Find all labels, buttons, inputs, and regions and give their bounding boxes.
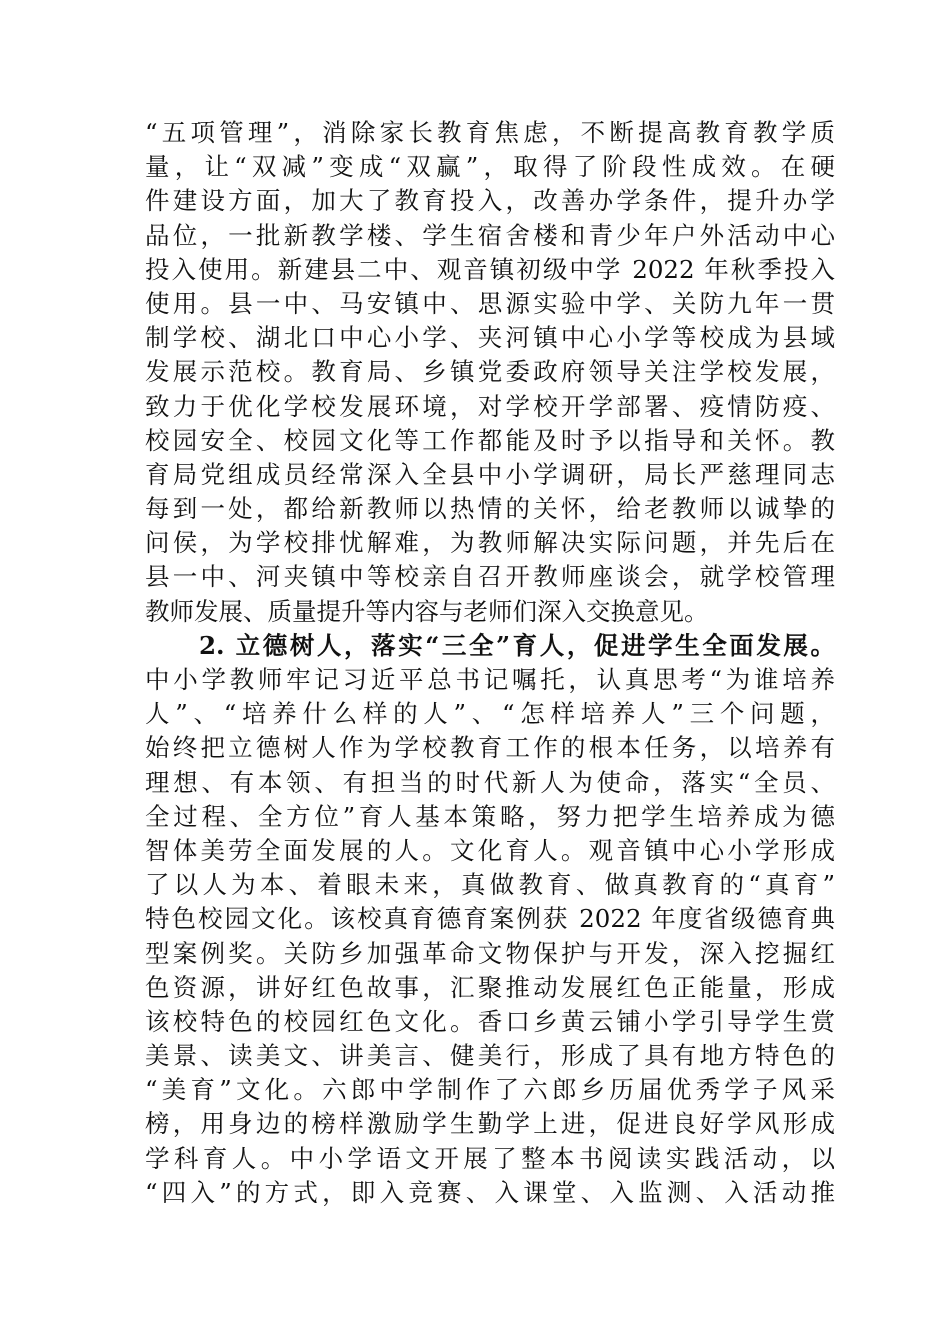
text-line: 理想、有本领、有担当的时代新人为使命，落实“全员、 [145,767,835,797]
text-line: “四入”的方式，即入竞赛、入课堂、入监测、入活动推 [145,1177,835,1207]
text-line: “美育”文化。六郎中学制作了六郎乡历届优秀学子风采 [145,1075,835,1105]
text-line: 了以人为本、着眼未来，真做教育、做真教育的“真育” [145,870,835,900]
text-line: 教师发展、质量提升等内容与老师们深入交换意见。 [145,596,709,626]
text-line: 制学校、湖北口中心小学、夹河镇中心小学等校成为县域 [145,323,835,353]
text-line: 发展示范校。教育局、乡镇党委政府领导关注学校发展， [145,357,835,387]
text-line: 每到一处，都给新教师以热情的关怀，给老教师以诚挚的 [145,494,835,524]
text-line: 量，让“双减”变成“双赢”，取得了阶段性成效。在硬 [145,152,835,182]
text-line: 全过程、全方位”育人基本策略，努力把学生培养成为德 [145,801,835,831]
paragraph-hardware [145,116,835,629]
text-line: 学科育人。中小学语文开展了整本书阅读实践活动，以 [145,1143,835,1173]
text-line: 色资源，讲好红色故事，汇聚推动发展红色正能量，形成 [145,972,835,1002]
text-line: 美景、读美文、讲美言、健美行，形成了具有地方特色的 [145,1041,835,1071]
text-line: 榜，用身边的榜样激励学生勤学上进，促进良好学风形成 [145,1109,835,1139]
text-line: 人”、“培养什么样的人”、“怎样培养人”三个问题， [145,699,835,729]
text-line: 智体美劳全面发展的人。文化育人。观音镇中心小学形成 [145,835,835,865]
text-line: 该校特色的校园红色文化。香口乡黄云铺小学引导学生赏 [145,1006,835,1036]
text-line: 型案例奖。关防乡加强革命文物保护与开发，深入挖掘红 [145,938,835,968]
text-line: 校园安全、校园文化等工作都能及时予以指导和关怀。教 [145,425,835,455]
section-heading: 2. 立德树人，落实“三全”育人，促进学生全面发展。 [199,630,835,660]
text-line: 中小学教师牢记习近平总书记嘱托，认真思考“为谁培养 [145,665,835,694]
text-line: “五项管理”，消除家长教育焦虑，不断提高教育教学质 [145,118,835,147]
text-line: 致力于优化学校发展环境，对学校开学部署、疫情防疫、 [145,391,835,421]
text-line: 育局党组成员经常深入全县中小学调研，局长严慈理同志 [145,459,835,489]
text-line: 投入使用。新建县二中、观音镇初级中学 2022 年秋季投入 [145,254,835,284]
text-line: 县一中、河夹镇中等校亲自召开教师座谈会，就学校管理 [145,562,835,592]
text-line: 品位，一批新教学楼、学生宿舍楼和青少年户外活动中心 [145,220,835,250]
document-page [145,116,835,1210]
text-line: 件建设方面，加大了教育投入，改善办学条件，提升办学 [145,186,835,216]
text-line: 始终把立德树人作为学校教育工作的根本任务，以培养有 [145,733,835,763]
paragraph-moral-education [145,629,835,1210]
text-line: 特色校园文化。该校真育德育案例获 2022 年度省级德育典 [145,904,835,934]
text-line: 问侯，为学校排忧解难，为教师解决实际问题，并先后在 [145,528,835,558]
text-line: 使用。县一中、马安镇中、思源实验中学、关防九年一贯 [145,288,835,318]
